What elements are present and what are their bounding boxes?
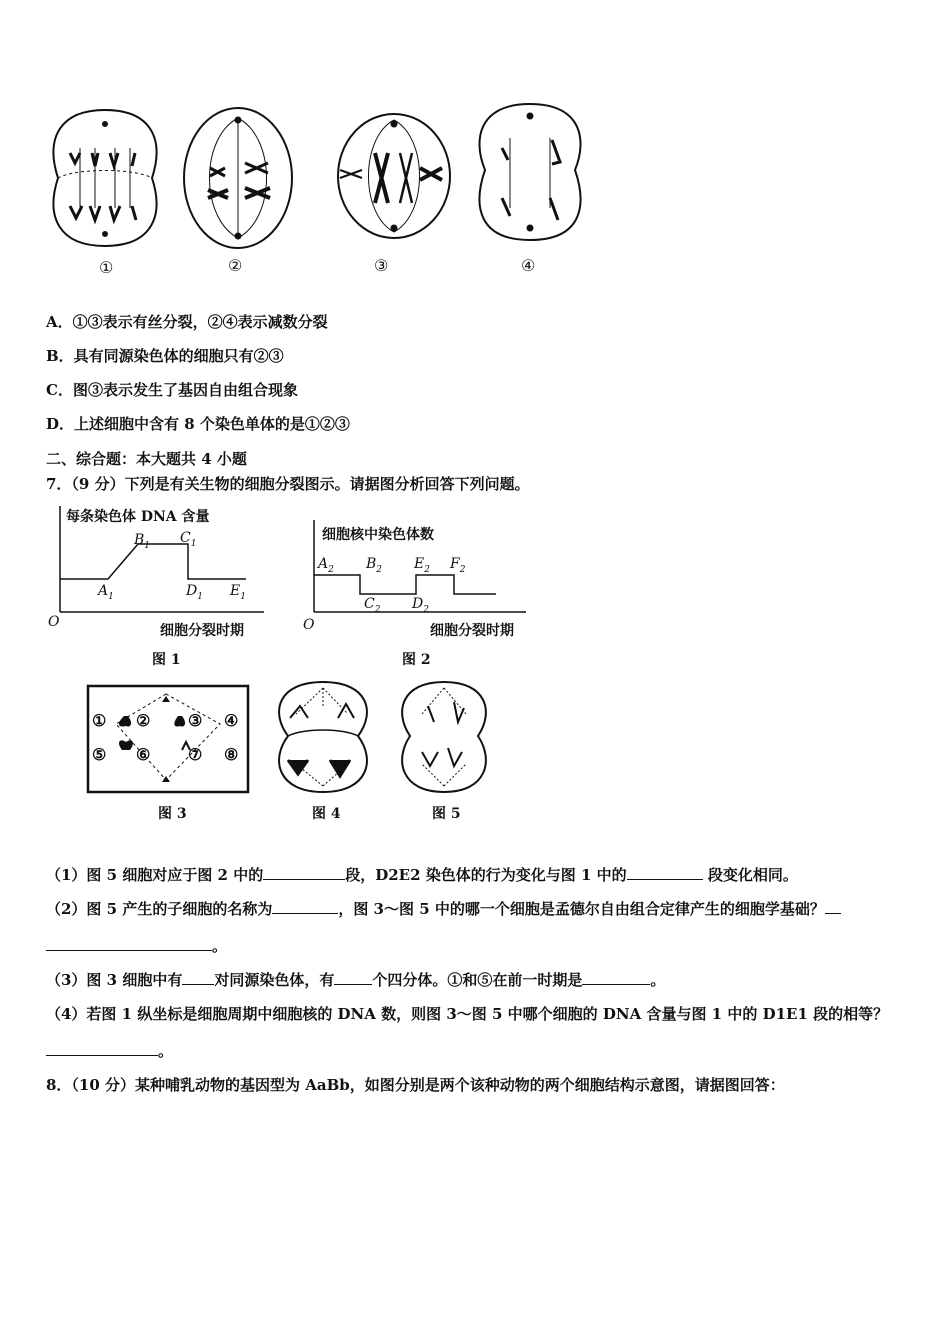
fig2-caption: 图 2 bbox=[402, 652, 431, 668]
option-d[interactable]: D．上述细胞中含有 8 个染色单体的是①②③ bbox=[46, 415, 350, 433]
fig1-curve bbox=[60, 544, 246, 579]
fig3-number-8: ⑧ bbox=[224, 745, 239, 764]
fig2-xlabel: 细胞分裂时期 bbox=[430, 623, 514, 639]
cell-2 bbox=[184, 108, 292, 248]
answer-blank-4[interactable] bbox=[825, 899, 841, 914]
q7-sub4: （4）若图 1 纵坐标是细胞周期中细胞核的 DNA 数，则图 3～图 5 中哪个细胞的 DNA 含量与图 1 中的 D1E1 段的相等？ bbox=[46, 1005, 889, 1023]
q7-sub3: （3）图 3 细胞中有 对同源染色体，有 个四分体。①和⑤在前一时期是 。 bbox=[46, 971, 666, 989]
q7-sub4-cont: 。 bbox=[46, 1040, 173, 1061]
fig1-point-e: $E_1$ bbox=[230, 583, 246, 602]
q7-sub1: （1）图 5 细胞对应于图 2 中的 段，D2E2 染色体的行为变化与图 1 中的 段变化相同。 bbox=[46, 866, 798, 884]
answer-blank-4-cont[interactable] bbox=[46, 936, 212, 951]
fig2-point-b: $B_2$ bbox=[366, 556, 383, 575]
figure-label-3: ③ bbox=[374, 256, 389, 275]
fig1-ylabel: 每条染色体 DNA 含量 bbox=[66, 509, 210, 525]
q7-sub2-cont: 。 bbox=[46, 935, 227, 956]
fig2-origin: O bbox=[303, 617, 315, 633]
figure-label-4: ④ bbox=[521, 256, 536, 275]
fig2-point-c: $C_2$ bbox=[364, 596, 381, 615]
fig2-point-d: $D_2$ bbox=[412, 596, 429, 615]
figure-label-1: ① bbox=[99, 258, 114, 277]
fig2-point-a: $A_2$ bbox=[318, 556, 334, 575]
fig5-caption: 图 5 bbox=[432, 806, 461, 822]
figure-4-cell bbox=[268, 678, 378, 796]
fig3-number-4: ④ bbox=[224, 711, 239, 730]
fig3-number-1: ① bbox=[92, 711, 107, 730]
fig3-number-2: ② bbox=[136, 711, 151, 730]
fig1-point-b: $B_1$ bbox=[134, 532, 151, 551]
figure-5-cell bbox=[392, 678, 496, 796]
fig3-number-3: ③ bbox=[188, 711, 203, 730]
fig2-ylabel: 细胞核中染色体数 bbox=[322, 527, 434, 543]
fig3-number-5: ⑤ bbox=[92, 745, 107, 764]
fig2-point-e: $E_2$ bbox=[414, 556, 430, 575]
fig1-point-c: $C_1$ bbox=[180, 530, 197, 549]
fig1-caption: 图 1 bbox=[152, 652, 181, 668]
fig1-xlabel: 细胞分裂时期 bbox=[160, 623, 244, 639]
option-a[interactable]: A．①③表示有丝分裂，②④表示减数分裂 bbox=[46, 313, 328, 331]
answer-blank-6[interactable] bbox=[334, 970, 372, 985]
figure-label-2: ② bbox=[228, 256, 243, 275]
question-7-stem: 7．（9 分）下列是有关生物的细胞分裂图示。请据图分析回答下列问题。 bbox=[46, 475, 530, 493]
fig4-caption: 图 4 bbox=[312, 806, 341, 822]
fig3-number-6: ⑥ bbox=[136, 745, 151, 764]
answer-blank-1[interactable] bbox=[263, 865, 345, 880]
fig2-curve bbox=[314, 575, 496, 594]
fig2-point-f: $F_2$ bbox=[450, 556, 466, 575]
option-c[interactable]: C．图③表示发生了基因自由组合现象 bbox=[46, 381, 298, 399]
cell-4 bbox=[479, 104, 580, 240]
figure-3-cell bbox=[86, 684, 250, 794]
option-b[interactable]: B．具有同源染色体的细胞只有②③ bbox=[46, 347, 284, 365]
fig1-point-d: $D_1$ bbox=[186, 583, 203, 602]
answer-blank-5[interactable] bbox=[182, 970, 214, 985]
cell-3 bbox=[338, 114, 450, 238]
answer-blank-2[interactable] bbox=[627, 865, 703, 880]
answer-blank-8[interactable] bbox=[46, 1041, 158, 1056]
section-heading: 二、综合题：本大题共 4 小题 bbox=[46, 450, 247, 468]
answer-blank-3[interactable] bbox=[272, 899, 338, 914]
fig1-point-a: $A_1$ bbox=[98, 583, 114, 602]
cell-division-figure bbox=[40, 98, 600, 288]
question-8-stem: 8．（10 分）某种哺乳动物的基因型为 AaBb，如图分别是两个该种动物的两个细胞结构示意图，请据图回答： bbox=[46, 1076, 785, 1094]
q7-sub2: （2）图 5 产生的子细胞的名称为 ，图 3～图 5 中的哪一个细胞是孟德尔自由组合定律产生的细胞学基础？ bbox=[46, 898, 841, 919]
cell-1 bbox=[53, 110, 156, 246]
answer-blank-7[interactable] bbox=[582, 970, 650, 985]
fig3-caption: 图 3 bbox=[158, 806, 187, 822]
fig3-number-7: ⑦ bbox=[188, 745, 203, 764]
fig1-origin: O bbox=[48, 614, 60, 630]
